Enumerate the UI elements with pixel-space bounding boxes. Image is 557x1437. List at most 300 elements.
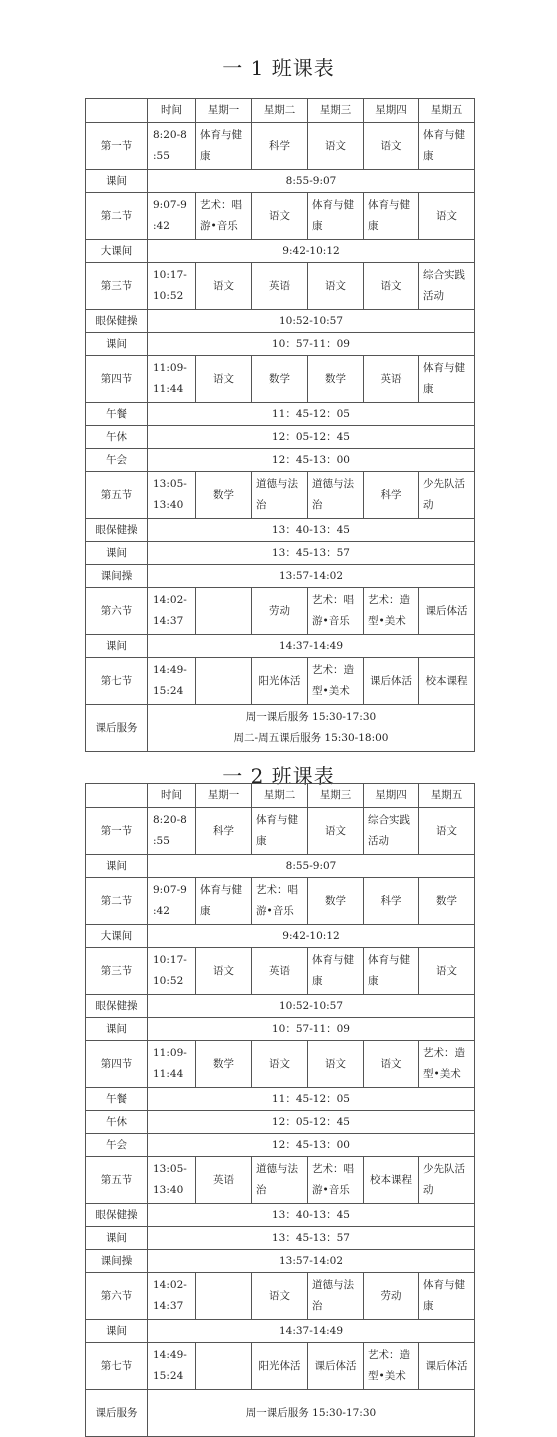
time-span-cell: 10：57-11：09 [148,333,475,356]
cell-line: 15:24 [153,1370,184,1382]
cell-line: 8:20-8 [153,129,187,141]
cell-line: 体育与健 [423,129,465,141]
cell-line: 治 [312,1300,323,1312]
break-row [86,449,475,472]
header-cell: 星期一 [196,99,252,123]
time-cell [148,808,196,855]
course-cell [308,1273,364,1320]
course-cell [252,193,308,240]
cell-line: 14:37 [153,615,184,627]
course-cell [308,263,364,310]
course-cell [252,658,308,705]
lesson-row [86,1343,475,1390]
lesson-row [86,193,475,240]
course-cell [419,123,475,170]
row-label: 午餐 [86,1088,148,1111]
course-cell [364,878,419,925]
cell-line: 11:09- [153,1047,187,1059]
cell-line: 艺术：唱 [312,1163,354,1175]
cell-line: 11:09- [153,362,187,374]
cell-line: 型•美术 [368,1370,406,1382]
cell-line: 劳动 [269,604,290,617]
cell-line: :55 [153,835,170,847]
cell-line: 英语 [380,372,402,385]
course-cell [196,1041,252,1088]
lesson-row [86,658,475,705]
course-cell [308,193,364,240]
cell-line: 少先队活 [423,1163,465,1175]
cell-line: 13:05- [153,478,187,490]
cell-line: 康 [368,220,379,232]
break-row [86,1134,475,1157]
header-cell: 时间 [148,99,196,123]
cell-line: 科学 [380,894,402,907]
course-cell [196,808,252,855]
cell-line: 动 [423,499,434,511]
time-cell [148,1343,196,1390]
cell-line: 道德与法 [312,478,354,490]
cell-line: 语文 [269,209,290,222]
course-cell [252,1157,308,1204]
cell-line: 语文 [213,964,234,977]
header-cell: 星期三 [308,784,364,808]
break-row [86,1250,475,1273]
break-row [86,1111,475,1134]
row-label: 眼保健操 [86,995,148,1018]
course-cell [364,1343,419,1390]
header-cell: 星期二 [252,784,308,808]
cell-line: 校本课程 [425,674,468,687]
row-label: 第七节 [86,1343,148,1390]
course-cell [252,123,308,170]
row-label: 第二节 [86,878,148,925]
course-cell [196,878,252,925]
cell-line: 康 [200,150,211,162]
cell-line: 语文 [380,279,402,292]
row-label: 大课间 [86,925,148,948]
row-label: 午会 [86,1134,148,1157]
cell-line: 课后体活 [370,674,412,687]
course-cell [196,658,252,705]
cell-line: 艺术：造 [368,1349,410,1361]
cell-line: :42 [153,220,170,232]
row-label: 第六节 [86,1273,148,1320]
course-cell [308,658,364,705]
row-label: 第一节 [86,808,148,855]
lesson-row [86,472,475,519]
course-cell [252,472,308,519]
course-cell [364,123,419,170]
service-row [86,705,475,752]
time-span-cell: 13:57-14:02 [148,1250,475,1273]
cell-line: 10:17- [153,269,187,281]
cell-line: 型•美术 [368,615,406,627]
cell-line: 活动 [423,290,444,302]
time-cell [148,878,196,925]
cell-line: 11:44 [153,1068,184,1080]
cell-line: 13:40 [153,1184,184,1196]
break-row [86,519,475,542]
cell-line: 艺术：唱 [256,884,298,896]
course-cell [308,1041,364,1088]
lesson-row [86,1273,475,1320]
course-cell [196,193,252,240]
header-cell: 星期二 [252,99,308,123]
course-cell [252,878,308,925]
break-row [86,995,475,1018]
break-row [86,170,475,193]
time-cell [148,472,196,519]
cell-line: 艺术：造 [423,1047,465,1059]
cell-line: 治 [256,1184,267,1196]
break-row [86,1204,475,1227]
class-2-title: 一 2 班课表 [222,764,335,788]
cell-line: 体育与健 [423,1279,465,1291]
cell-line: 数学 [213,488,234,501]
cell-line: 语文 [436,824,457,837]
cell-line: 8:20-8 [153,814,187,826]
course-cell [252,1041,308,1088]
course-cell [196,263,252,310]
service-cell [148,1390,475,1437]
cell-line: 10:52 [153,975,184,987]
course-cell [196,948,252,995]
cell-line: 14:49- [153,1349,187,1361]
cell-line: 型•美术 [312,685,350,697]
break-row [86,403,475,426]
header-row [86,784,475,808]
cell-line: 课后体活 [425,604,468,617]
row-label: 第七节 [86,658,148,705]
cell-line: 校本课程 [370,1173,412,1186]
cell-line: 9:07-9 [153,884,187,896]
cell-line: 活动 [368,835,389,847]
class-2-timetable [85,783,475,1437]
course-cell [364,1041,419,1088]
cell-line: 游•音乐 [312,1184,350,1196]
row-label: 第三节 [86,948,148,995]
course-cell [419,658,475,705]
course-cell [419,1041,475,1088]
cell-line: 语文 [269,1057,290,1070]
time-span-cell: 9:42-10:12 [148,240,475,263]
cell-line: 艺术：造 [368,594,410,606]
course-cell [419,878,475,925]
cell-line: 15:24 [153,685,184,697]
lesson-row [86,356,475,403]
row-label: 午会 [86,449,148,472]
time-cell [148,588,196,635]
course-cell [252,948,308,995]
time-span-cell: 9:42-10:12 [148,925,475,948]
cell-line: 体育与健 [256,814,298,826]
course-cell [364,356,419,403]
course-cell [252,263,308,310]
cell-line: :55 [153,150,170,162]
time-span-cell: 13：45-13：57 [148,1227,475,1250]
cell-line: 数学 [325,372,346,385]
cell-line: 游•音乐 [312,615,350,627]
cell-line: 康 [368,975,379,987]
cell-line: 语文 [325,279,346,292]
cell-line: 10:52 [153,290,184,302]
row-label: 午休 [86,1111,148,1134]
time-span-cell: 11：45-12：05 [148,1088,475,1111]
row-label: 第三节 [86,263,148,310]
header-cell [86,99,148,123]
service-row [86,1390,475,1437]
cell-line: 游•音乐 [256,905,294,917]
cell-line: 康 [423,1300,434,1312]
cell-line: 语文 [436,964,457,977]
cell-line: 体育与健 [200,129,242,141]
break-row [86,565,475,588]
row-label: 第六节 [86,588,148,635]
lesson-row [86,1157,475,1204]
cell-line: 道德与法 [256,478,298,490]
cell-line: 阳光体活 [258,674,301,687]
cell-line: 语文 [436,209,457,222]
cell-line: 体育与健 [368,199,410,211]
row-label: 第五节 [86,1157,148,1204]
cell-line: 英语 [269,279,290,292]
break-row [86,240,475,263]
row-label: 眼保健操 [86,1204,148,1227]
cell-line: 14:37 [153,1300,184,1312]
cell-line: 阳光体活 [258,1359,301,1372]
time-span-cell: 8:55-9:07 [148,855,475,878]
time-span-cell: 8:55-9:07 [148,170,475,193]
cell-line: 综合实践 [423,269,465,281]
row-label: 午餐 [86,403,148,426]
course-cell [419,1273,475,1320]
cell-line: 少先队活 [423,478,465,490]
cell-line: 英语 [269,964,290,977]
cell-line: :42 [153,905,170,917]
break-row [86,310,475,333]
time-span-cell: 14:37-14:49 [148,1320,475,1343]
time-span-cell: 13：45-13：57 [148,542,475,565]
row-label: 眼保健操 [86,310,148,333]
course-cell [419,472,475,519]
course-cell [364,472,419,519]
header-cell: 星期一 [196,784,252,808]
time-span-cell: 12：05-12：45 [148,426,475,449]
time-span-cell: 12：05-12：45 [148,1111,475,1134]
course-cell [196,1343,252,1390]
row-label: 课间 [86,1320,148,1343]
cell-line: 治 [312,499,323,511]
cell-line: 康 [256,835,267,847]
cell-line: 科学 [380,488,402,501]
time-cell [148,356,196,403]
course-cell [364,1157,419,1204]
course-cell [252,588,308,635]
cell-line: 语文 [325,824,346,837]
break-row [86,333,475,356]
break-row [86,1320,475,1343]
course-cell [308,878,364,925]
cell-line: 语文 [380,1057,402,1070]
cell-line: 体育与健 [368,954,410,966]
course-cell [196,356,252,403]
break-row [86,426,475,449]
cell-line: 数学 [436,894,457,907]
course-cell [308,472,364,519]
row-label: 眼保健操 [86,519,148,542]
lesson-row [86,588,475,635]
break-row [86,1088,475,1111]
cell-line: 语文 [325,1057,346,1070]
lesson-row [86,263,475,310]
course-cell [419,356,475,403]
cell-line: 劳动 [380,1289,402,1302]
break-row [86,635,475,658]
class-1-timetable [85,98,475,752]
row-label: 课后服务 [86,705,148,752]
cell-line: 14:02- [153,1279,187,1291]
course-cell [252,1273,308,1320]
course-cell [364,263,419,310]
cell-line: 英语 [213,1173,234,1186]
time-cell [148,658,196,705]
time-span-cell: 13：40-13：45 [148,519,475,542]
cell-line: 课后体活 [425,1359,468,1372]
header-cell: 星期五 [419,99,475,123]
course-cell [419,588,475,635]
cell-line: 康 [312,220,323,232]
course-cell [308,808,364,855]
cell-line: 14:49- [153,664,187,676]
time-span-cell: 12：45-13：00 [148,449,475,472]
course-cell [419,193,475,240]
cell-line: 艺术：唱 [312,594,354,606]
cell-line: 体育与健 [200,884,242,896]
course-cell [308,948,364,995]
course-cell [308,588,364,635]
row-label: 课间 [86,1227,148,1250]
time-cell [148,1041,196,1088]
time-cell [148,1157,196,1204]
lesson-row [86,878,475,925]
cell-line: 语文 [380,139,402,152]
row-label: 第一节 [86,123,148,170]
course-cell [308,1157,364,1204]
cell-line: 语文 [325,139,346,152]
course-cell [419,1157,475,1204]
lesson-row [86,948,475,995]
time-span-cell: 12：45-13：00 [148,1134,475,1157]
row-label: 课间 [86,542,148,565]
cell-line: 13:05- [153,1163,187,1175]
time-span-cell: 10:52-10:57 [148,310,475,333]
row-label: 午休 [86,426,148,449]
course-cell [308,123,364,170]
course-cell [252,356,308,403]
cell-line: 数学 [269,372,290,385]
service-cell [148,705,475,752]
header-cell: 星期五 [419,784,475,808]
cell-line: 数学 [325,894,346,907]
time-cell [148,263,196,310]
lesson-row [86,808,475,855]
course-cell [364,808,419,855]
time-span-cell: 11：45-12：05 [148,403,475,426]
course-cell [419,948,475,995]
course-cell [364,588,419,635]
time-span-cell: 10：57-11：09 [148,1018,475,1041]
course-cell [364,1273,419,1320]
cell-line: 周一课后服务 15:30-17:30 [245,711,377,723]
course-cell [364,948,419,995]
time-cell [148,948,196,995]
course-cell [196,1273,252,1320]
cell-line: 艺术：造 [312,664,354,676]
cell-line: 动 [423,1184,434,1196]
cell-line: 型•美术 [423,1068,461,1080]
cell-line: 13:40 [153,499,184,511]
cell-line: 艺术：唱 [200,199,242,211]
class-1-title: 一 1 班课表 [222,56,335,80]
course-cell [196,1157,252,1204]
course-cell [252,1343,308,1390]
row-label: 第四节 [86,1041,148,1088]
row-label: 课间 [86,333,148,356]
cell-line: 道德与法 [312,1279,354,1291]
row-label: 课间 [86,1018,148,1041]
cell-line: 数学 [213,1057,234,1070]
header-cell [86,784,148,808]
cell-line: 康 [312,975,323,987]
course-cell [308,1343,364,1390]
row-label: 课间 [86,635,148,658]
cell-line: 周二-周五课后服务 15:30-18:00 [233,732,389,744]
cell-line: 游•音乐 [200,220,238,232]
lesson-row [86,1041,475,1088]
row-label: 大课间 [86,240,148,263]
row-label: 第二节 [86,193,148,240]
time-cell [148,1273,196,1320]
cell-line: 体育与健 [312,199,354,211]
cell-line: 9:07-9 [153,199,187,211]
header-cell: 时间 [148,784,196,808]
cell-line: 科学 [213,824,234,837]
course-cell [196,472,252,519]
course-cell [364,193,419,240]
course-cell [196,123,252,170]
cell-line: 语文 [269,1289,290,1302]
header-cell: 星期四 [364,784,419,808]
row-label: 课间 [86,855,148,878]
cell-line: 科学 [269,139,290,152]
cell-line: 10:17- [153,954,187,966]
cell-line: 体育与健 [423,362,465,374]
course-cell [308,356,364,403]
cell-line: 体育与健 [312,954,354,966]
break-row [86,542,475,565]
cell-line: 康 [423,383,434,395]
cell-line: 康 [200,905,211,917]
course-cell [252,808,308,855]
row-label: 课间 [86,170,148,193]
row-label: 第四节 [86,356,148,403]
row-label: 第五节 [86,472,148,519]
row-label: 课间操 [86,565,148,588]
course-cell [364,658,419,705]
row-label: 课后服务 [86,1390,148,1437]
cell-line: 治 [256,499,267,511]
header-cell: 星期四 [364,99,419,123]
